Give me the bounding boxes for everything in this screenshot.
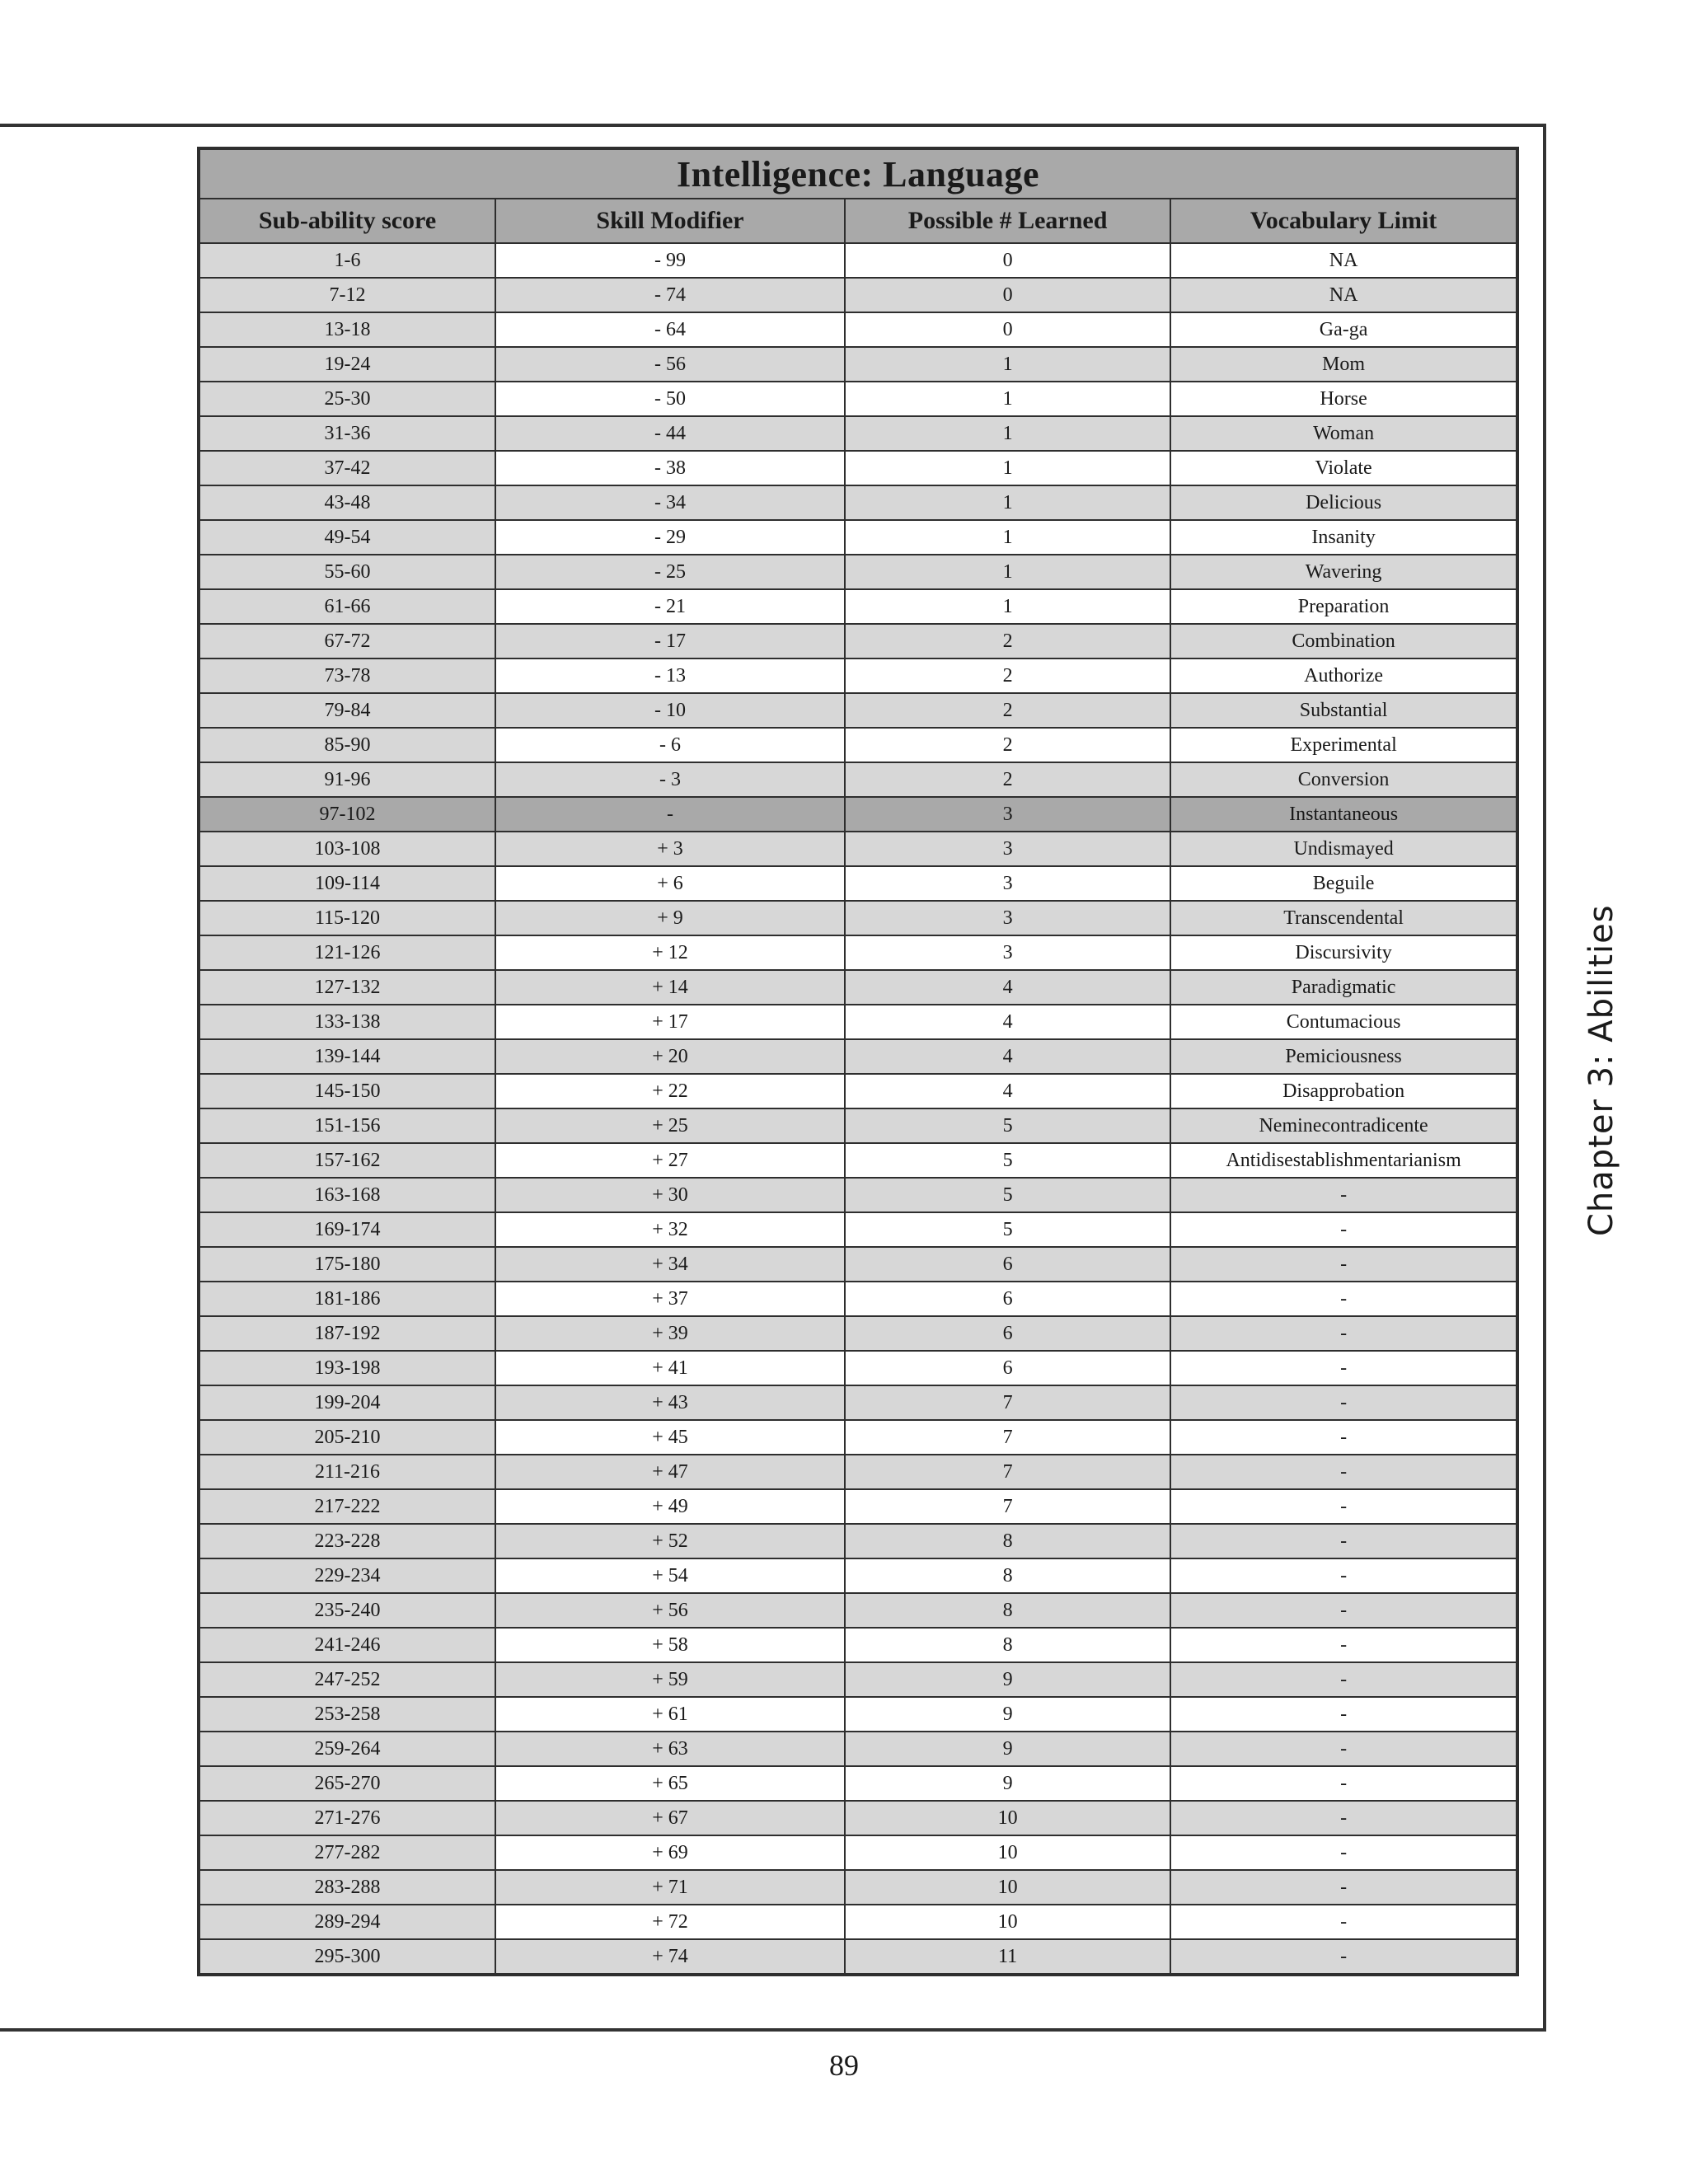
- vocabulary-cell: Instantaneous: [1170, 797, 1517, 832]
- learned-cell: 9: [845, 1662, 1170, 1697]
- table-row: [199, 970, 1517, 1005]
- table-row: [199, 1143, 1517, 1178]
- table-row: [199, 1732, 1517, 1766]
- score-cell: 283-288: [199, 1870, 495, 1905]
- modifier-cell: - 56: [495, 347, 845, 382]
- modifier-cell: + 67: [495, 1801, 845, 1835]
- score-cell: 91-96: [199, 762, 495, 797]
- vocabulary-cell: -: [1170, 1835, 1517, 1870]
- learned-cell: 4: [845, 1074, 1170, 1108]
- modifier-cell: + 39: [495, 1316, 845, 1351]
- score-cell: 169-174: [199, 1212, 495, 1247]
- vocabulary-cell: Neminecontradicente: [1170, 1108, 1517, 1143]
- table-row: [199, 1489, 1517, 1524]
- modifier-cell: + 65: [495, 1766, 845, 1801]
- chapter-side-label: Chapter 3: Abilities: [1582, 904, 1620, 1236]
- learned-cell: 8: [845, 1524, 1170, 1558]
- learned-cell: 5: [845, 1178, 1170, 1212]
- score-cell: 277-282: [199, 1835, 495, 1870]
- score-cell: 247-252: [199, 1662, 495, 1697]
- learned-cell: 9: [845, 1732, 1170, 1766]
- vocabulary-cell: Substantial: [1170, 693, 1517, 728]
- table-row: [199, 1628, 1517, 1662]
- score-cell: 163-168: [199, 1178, 495, 1212]
- header-possible-learned: Possible # Learned: [845, 199, 1170, 243]
- score-cell: 157-162: [199, 1143, 495, 1178]
- modifier-cell: + 30: [495, 1178, 845, 1212]
- modifier-cell: - 21: [495, 589, 845, 624]
- learned-cell: 8: [845, 1558, 1170, 1593]
- vocabulary-cell: -: [1170, 1178, 1517, 1212]
- vocabulary-cell: Paradigmatic: [1170, 970, 1517, 1005]
- modifier-cell: + 37: [495, 1282, 845, 1316]
- table-row: [199, 451, 1517, 485]
- score-cell: 43-48: [199, 485, 495, 520]
- score-cell: 223-228: [199, 1524, 495, 1558]
- table-row: [199, 1282, 1517, 1316]
- learned-cell: 0: [845, 312, 1170, 347]
- modifier-cell: - 17: [495, 624, 845, 658]
- modifier-cell: + 47: [495, 1455, 845, 1489]
- modifier-cell: + 43: [495, 1385, 845, 1420]
- table-row: [199, 1662, 1517, 1697]
- header-vocabulary-limit: Vocabulary Limit: [1170, 199, 1517, 243]
- table-row: [199, 1074, 1517, 1108]
- vocabulary-cell: Undismayed: [1170, 832, 1517, 866]
- vocabulary-cell: -: [1170, 1455, 1517, 1489]
- vocabulary-cell: Mom: [1170, 347, 1517, 382]
- table-row: [199, 624, 1517, 658]
- learned-cell: 4: [845, 970, 1170, 1005]
- table-row: [199, 797, 1517, 832]
- vocabulary-cell: -: [1170, 1282, 1517, 1316]
- modifier-cell: + 3: [495, 832, 845, 866]
- modifier-cell: + 12: [495, 935, 845, 970]
- table-row: [199, 520, 1517, 555]
- table-row: [199, 555, 1517, 589]
- learned-cell: 1: [845, 589, 1170, 624]
- score-cell: 187-192: [199, 1316, 495, 1351]
- vocabulary-cell: -: [1170, 1351, 1517, 1385]
- learned-cell: 10: [845, 1870, 1170, 1905]
- vocabulary-cell: -: [1170, 1801, 1517, 1835]
- header-skill-modifier: Skill Modifier: [495, 199, 845, 243]
- modifier-cell: - 34: [495, 485, 845, 520]
- learned-cell: 2: [845, 728, 1170, 762]
- table-row: [199, 243, 1517, 278]
- vocabulary-cell: -: [1170, 1420, 1517, 1455]
- modifier-cell: + 54: [495, 1558, 845, 1593]
- learned-cell: 6: [845, 1282, 1170, 1316]
- header-row: [199, 199, 1517, 243]
- table-row: [199, 866, 1517, 901]
- table-row: [199, 693, 1517, 728]
- header-sub-ability-score: Sub-ability score: [199, 199, 495, 243]
- score-cell: 241-246: [199, 1628, 495, 1662]
- learned-cell: 1: [845, 520, 1170, 555]
- modifier-cell: + 32: [495, 1212, 845, 1247]
- vocabulary-cell: Disapprobation: [1170, 1074, 1517, 1108]
- modifier-cell: - 10: [495, 693, 845, 728]
- vocabulary-cell: NA: [1170, 278, 1517, 312]
- modifier-cell: + 9: [495, 901, 845, 935]
- table-row: [199, 1697, 1517, 1732]
- table-row: [199, 485, 1517, 520]
- table-row: [199, 1455, 1517, 1489]
- table-row: [199, 901, 1517, 935]
- score-cell: 79-84: [199, 693, 495, 728]
- vocabulary-cell: -: [1170, 1212, 1517, 1247]
- modifier-cell: + 17: [495, 1005, 845, 1039]
- modifier-cell: - 38: [495, 451, 845, 485]
- vocabulary-cell: Discursivity: [1170, 935, 1517, 970]
- score-cell: 253-258: [199, 1697, 495, 1732]
- modifier-cell: - 25: [495, 555, 845, 589]
- vocabulary-cell: -: [1170, 1939, 1517, 1975]
- vocabulary-cell: NA: [1170, 243, 1517, 278]
- learned-cell: 2: [845, 624, 1170, 658]
- vocabulary-cell: Delicious: [1170, 485, 1517, 520]
- modifier-cell: + 59: [495, 1662, 845, 1697]
- table-row: [199, 589, 1517, 624]
- vocabulary-cell: -: [1170, 1316, 1517, 1351]
- modifier-cell: + 74: [495, 1939, 845, 1975]
- modifier-cell: + 58: [495, 1628, 845, 1662]
- learned-cell: 2: [845, 762, 1170, 797]
- score-cell: 97-102: [199, 797, 495, 832]
- learned-cell: 3: [845, 866, 1170, 901]
- table-row: [199, 347, 1517, 382]
- score-cell: 115-120: [199, 901, 495, 935]
- learned-cell: 7: [845, 1455, 1170, 1489]
- learned-cell: 2: [845, 693, 1170, 728]
- table-row: [199, 1039, 1517, 1074]
- learned-cell: 6: [845, 1247, 1170, 1282]
- score-cell: 49-54: [199, 520, 495, 555]
- score-cell: 193-198: [199, 1351, 495, 1385]
- score-cell: 25-30: [199, 382, 495, 416]
- score-cell: 145-150: [199, 1074, 495, 1108]
- vocabulary-cell: -: [1170, 1870, 1517, 1905]
- modifier-cell: - 44: [495, 416, 845, 451]
- table-row: [199, 1766, 1517, 1801]
- table-row: [199, 1385, 1517, 1420]
- learned-cell: 11: [845, 1939, 1170, 1975]
- learned-cell: 10: [845, 1835, 1170, 1870]
- vocabulary-cell: -: [1170, 1697, 1517, 1732]
- learned-cell: 1: [845, 416, 1170, 451]
- modifier-cell: - 3: [495, 762, 845, 797]
- score-cell: 289-294: [199, 1905, 495, 1939]
- learned-cell: 1: [845, 347, 1170, 382]
- table-row: [199, 1524, 1517, 1558]
- table-row: [199, 1212, 1517, 1247]
- score-cell: 55-60: [199, 555, 495, 589]
- table-body: [199, 243, 1517, 1975]
- table-row: [199, 1178, 1517, 1212]
- modifier-cell: + 25: [495, 1108, 845, 1143]
- learned-cell: 2: [845, 658, 1170, 693]
- learned-cell: 1: [845, 451, 1170, 485]
- vocabulary-cell: Antidisestablishmentarianism: [1170, 1143, 1517, 1178]
- table-row: [199, 1905, 1517, 1939]
- vocabulary-cell: Conversion: [1170, 762, 1517, 797]
- modifier-cell: + 56: [495, 1593, 845, 1628]
- modifier-cell: + 14: [495, 970, 845, 1005]
- learned-cell: 0: [845, 243, 1170, 278]
- score-cell: 19-24: [199, 347, 495, 382]
- vocabulary-cell: -: [1170, 1662, 1517, 1697]
- modifier-cell: - 29: [495, 520, 845, 555]
- score-cell: 73-78: [199, 658, 495, 693]
- vocabulary-cell: Preparation: [1170, 589, 1517, 624]
- learned-cell: 1: [845, 555, 1170, 589]
- modifier-cell: + 69: [495, 1835, 845, 1870]
- vocabulary-cell: -: [1170, 1732, 1517, 1766]
- learned-cell: 5: [845, 1212, 1170, 1247]
- score-cell: 7-12: [199, 278, 495, 312]
- vocabulary-cell: -: [1170, 1766, 1517, 1801]
- modifier-cell: + 45: [495, 1420, 845, 1455]
- table-row: [199, 728, 1517, 762]
- learned-cell: 7: [845, 1385, 1170, 1420]
- learned-cell: 10: [845, 1905, 1170, 1939]
- table-row: [199, 1593, 1517, 1628]
- modifier-cell: + 72: [495, 1905, 845, 1939]
- modifier-cell: + 52: [495, 1524, 845, 1558]
- learned-cell: 8: [845, 1593, 1170, 1628]
- modifier-cell: + 34: [495, 1247, 845, 1282]
- score-cell: 61-66: [199, 589, 495, 624]
- table-row: [199, 416, 1517, 451]
- table-row: [199, 382, 1517, 416]
- modifier-cell: + 6: [495, 866, 845, 901]
- vocabulary-cell: Insanity: [1170, 520, 1517, 555]
- table-row: [199, 1939, 1517, 1975]
- score-cell: 13-18: [199, 312, 495, 347]
- score-cell: 139-144: [199, 1039, 495, 1074]
- vocabulary-cell: -: [1170, 1247, 1517, 1282]
- table-row: [199, 312, 1517, 347]
- score-cell: 205-210: [199, 1420, 495, 1455]
- vocabulary-cell: Ga-ga: [1170, 312, 1517, 347]
- vocabulary-cell: -: [1170, 1905, 1517, 1939]
- learned-cell: 1: [845, 485, 1170, 520]
- score-cell: 121-126: [199, 935, 495, 970]
- learned-cell: 4: [845, 1039, 1170, 1074]
- score-cell: 295-300: [199, 1939, 495, 1975]
- vocabulary-cell: -: [1170, 1558, 1517, 1593]
- modifier-cell: + 71: [495, 1870, 845, 1905]
- vocabulary-cell: Horse: [1170, 382, 1517, 416]
- modifier-cell: + 20: [495, 1039, 845, 1074]
- modifier-cell: + 22: [495, 1074, 845, 1108]
- score-cell: 151-156: [199, 1108, 495, 1143]
- modifier-cell: + 41: [495, 1351, 845, 1385]
- table-row: [199, 1835, 1517, 1870]
- score-cell: 109-114: [199, 866, 495, 901]
- learned-cell: 3: [845, 935, 1170, 970]
- vocabulary-cell: Authorize: [1170, 658, 1517, 693]
- learned-cell: 7: [845, 1420, 1170, 1455]
- vocabulary-cell: -: [1170, 1489, 1517, 1524]
- modifier-cell: + 27: [495, 1143, 845, 1178]
- score-cell: 67-72: [199, 624, 495, 658]
- vocabulary-cell: Contumacious: [1170, 1005, 1517, 1039]
- modifier-cell: - 50: [495, 382, 845, 416]
- score-cell: 103-108: [199, 832, 495, 866]
- vocabulary-cell: Beguile: [1170, 866, 1517, 901]
- learned-cell: 9: [845, 1697, 1170, 1732]
- modifier-cell: + 49: [495, 1489, 845, 1524]
- score-cell: 211-216: [199, 1455, 495, 1489]
- modifier-cell: + 63: [495, 1732, 845, 1766]
- score-cell: 127-132: [199, 970, 495, 1005]
- score-cell: 235-240: [199, 1593, 495, 1628]
- modifier-cell: - 74: [495, 278, 845, 312]
- learned-cell: 5: [845, 1108, 1170, 1143]
- score-cell: 85-90: [199, 728, 495, 762]
- score-cell: 37-42: [199, 451, 495, 485]
- modifier-cell: -: [495, 797, 845, 832]
- learned-cell: 3: [845, 901, 1170, 935]
- table-title: Intelligence: Language: [199, 148, 1517, 199]
- score-cell: 1-6: [199, 243, 495, 278]
- learned-cell: 9: [845, 1766, 1170, 1801]
- score-cell: 229-234: [199, 1558, 495, 1593]
- score-cell: 175-180: [199, 1247, 495, 1282]
- learned-cell: 6: [845, 1351, 1170, 1385]
- vocabulary-cell: -: [1170, 1524, 1517, 1558]
- learned-cell: 1: [845, 382, 1170, 416]
- learned-cell: 6: [845, 1316, 1170, 1351]
- modifier-cell: - 99: [495, 243, 845, 278]
- vocabulary-cell: Transcendental: [1170, 901, 1517, 935]
- vocabulary-cell: Violate: [1170, 451, 1517, 485]
- table-row: [199, 1558, 1517, 1593]
- learned-cell: 8: [845, 1628, 1170, 1662]
- table-row: [199, 1420, 1517, 1455]
- learned-cell: 4: [845, 1005, 1170, 1039]
- score-cell: 181-186: [199, 1282, 495, 1316]
- vocabulary-cell: Pemiciousness: [1170, 1039, 1517, 1074]
- vocabulary-cell: Experimental: [1170, 728, 1517, 762]
- learned-cell: 3: [845, 832, 1170, 866]
- table-row: [199, 1351, 1517, 1385]
- score-cell: 271-276: [199, 1801, 495, 1835]
- table-row: [199, 1005, 1517, 1039]
- intelligence-language-table: [197, 147, 1519, 1976]
- score-cell: 31-36: [199, 416, 495, 451]
- modifier-cell: + 61: [495, 1697, 845, 1732]
- score-cell: 259-264: [199, 1732, 495, 1766]
- table-row: [199, 1247, 1517, 1282]
- vocabulary-cell: -: [1170, 1628, 1517, 1662]
- learned-cell: 10: [845, 1801, 1170, 1835]
- table-row: [199, 1316, 1517, 1351]
- modifier-cell: - 64: [495, 312, 845, 347]
- table-row: [199, 762, 1517, 797]
- table-row: [199, 658, 1517, 693]
- vocabulary-cell: -: [1170, 1593, 1517, 1628]
- learned-cell: 5: [845, 1143, 1170, 1178]
- table-row: [199, 832, 1517, 866]
- modifier-cell: - 6: [495, 728, 845, 762]
- vocabulary-cell: Combination: [1170, 624, 1517, 658]
- table-row: [199, 1870, 1517, 1905]
- vocabulary-cell: -: [1170, 1385, 1517, 1420]
- score-cell: 133-138: [199, 1005, 495, 1039]
- learned-cell: 0: [845, 278, 1170, 312]
- page-number: 89: [829, 2049, 859, 2082]
- modifier-cell: - 13: [495, 658, 845, 693]
- language-table-container: [197, 147, 1519, 1976]
- score-cell: 199-204: [199, 1385, 495, 1420]
- learned-cell: 3: [845, 797, 1170, 832]
- table-row: [199, 278, 1517, 312]
- learned-cell: 7: [845, 1489, 1170, 1524]
- vocabulary-cell: Wavering: [1170, 555, 1517, 589]
- table-row: [199, 1108, 1517, 1143]
- score-cell: 217-222: [199, 1489, 495, 1524]
- score-cell: 265-270: [199, 1766, 495, 1801]
- vocabulary-cell: Woman: [1170, 416, 1517, 451]
- table-row: [199, 1801, 1517, 1835]
- table-row: [199, 935, 1517, 970]
